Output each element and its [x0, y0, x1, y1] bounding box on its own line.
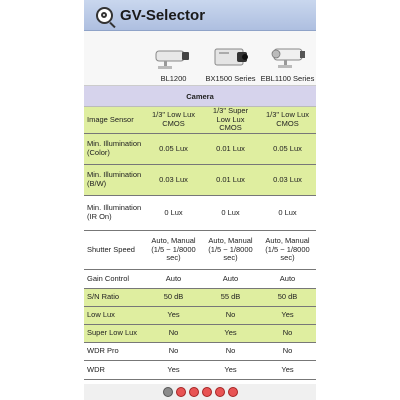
spec-label: Gain Control — [84, 269, 145, 288]
spec-value: Auto, Manual (1/5 ~ 1/8000 sec) — [202, 230, 259, 269]
spec-label: S/N Ratio — [84, 288, 145, 306]
spec-value: 55 dB — [202, 288, 259, 306]
spec-value: 0.05 Lux — [145, 133, 202, 164]
spec-value: No — [202, 342, 259, 360]
spec-value: No — [145, 324, 202, 342]
spec-value: 1/3" Low Lux CMOS — [145, 107, 202, 133]
spec-label: WDR Pro — [84, 342, 145, 360]
spec-row — [84, 195, 316, 230]
camera-header — [84, 31, 316, 86]
spec-value: Yes — [259, 360, 316, 379]
spec-value: Auto, Manual (1/5 ~ 1/8000 sec) — [145, 230, 202, 269]
page-dot[interactable] — [163, 387, 173, 397]
spec-row — [84, 107, 316, 133]
camera-column-3[interactable] — [259, 31, 316, 85]
spec-row — [84, 230, 316, 269]
page-dot[interactable] — [215, 387, 225, 397]
spec-value: Auto, Manual (1/5 ~ 1/8000 sec) — [259, 230, 316, 269]
section-header: Camera — [84, 86, 316, 107]
spec-label: Image Sensor — [84, 107, 145, 133]
spec-value: Auto — [145, 269, 202, 288]
spec-row — [84, 164, 316, 195]
spec-label: Min. Illumination (Color) — [84, 133, 145, 164]
spec-row — [84, 324, 316, 342]
spec-value: Auto — [259, 269, 316, 288]
spec-value: 0.03 Lux — [259, 164, 316, 195]
spec-value: 0.01 Lux — [202, 164, 259, 195]
spec-value: Yes — [202, 360, 259, 379]
spec-label: Min. Illumination (B/W) — [84, 164, 145, 195]
spec-table — [84, 107, 316, 380]
spec-label: WDR — [84, 360, 145, 379]
spec-value: No — [145, 342, 202, 360]
magnifier-icon — [96, 7, 113, 24]
spec-value: No — [202, 306, 259, 324]
spec-row — [84, 306, 316, 324]
spec-value: Yes — [202, 324, 259, 342]
page-dot[interactable] — [202, 387, 212, 397]
spec-value: 1/3" Low Lux CMOS — [259, 107, 316, 133]
spec-row — [84, 133, 316, 164]
camera-name: BL1200 — [160, 74, 187, 83]
spec-value: 50 dB — [259, 288, 316, 306]
spec-value: 0.05 Lux — [259, 133, 316, 164]
title-bar — [84, 0, 316, 31]
spec-value: 0 Lux — [202, 195, 259, 230]
app-title: GV-Selector — [120, 6, 206, 24]
spec-value: 1/3" Super Low Lux CMOS — [202, 107, 259, 133]
app-screen — [84, 0, 316, 400]
bullet-camera-icon — [266, 43, 310, 71]
spec-value: Yes — [145, 306, 202, 324]
spec-row — [84, 288, 316, 306]
spec-row — [84, 342, 316, 360]
box-camera-icon — [209, 43, 253, 71]
spec-value: 0 Lux — [259, 195, 316, 230]
camera-name: BX1500 Series — [205, 74, 256, 83]
spec-label: Super Low Lux — [84, 324, 145, 342]
spec-value: 0.03 Lux — [145, 164, 202, 195]
page-dot[interactable] — [176, 387, 186, 397]
camera-column-1[interactable] — [145, 31, 202, 85]
page-dot[interactable] — [189, 387, 199, 397]
bullet-camera-icon — [152, 43, 196, 71]
spec-value: 0 Lux — [145, 195, 202, 230]
spec-value: Yes — [145, 360, 202, 379]
camera-name: EBL1100 Series — [260, 74, 315, 83]
spec-label: Shutter Speed — [84, 230, 145, 269]
spec-row — [84, 360, 316, 379]
spec-value: No — [259, 342, 316, 360]
spec-label: Min. Illumination (IR On) — [84, 195, 145, 230]
camera-column-2[interactable] — [202, 31, 259, 85]
spec-value: 50 dB — [145, 288, 202, 306]
spec-value: Auto — [202, 269, 259, 288]
spec-label: Low Lux — [84, 306, 145, 324]
spec-row — [84, 269, 316, 288]
page-dot[interactable] — [228, 387, 238, 397]
spec-value: No — [259, 324, 316, 342]
page-indicator — [84, 384, 316, 400]
spec-value: 0.01 Lux — [202, 133, 259, 164]
spec-value: Yes — [259, 306, 316, 324]
